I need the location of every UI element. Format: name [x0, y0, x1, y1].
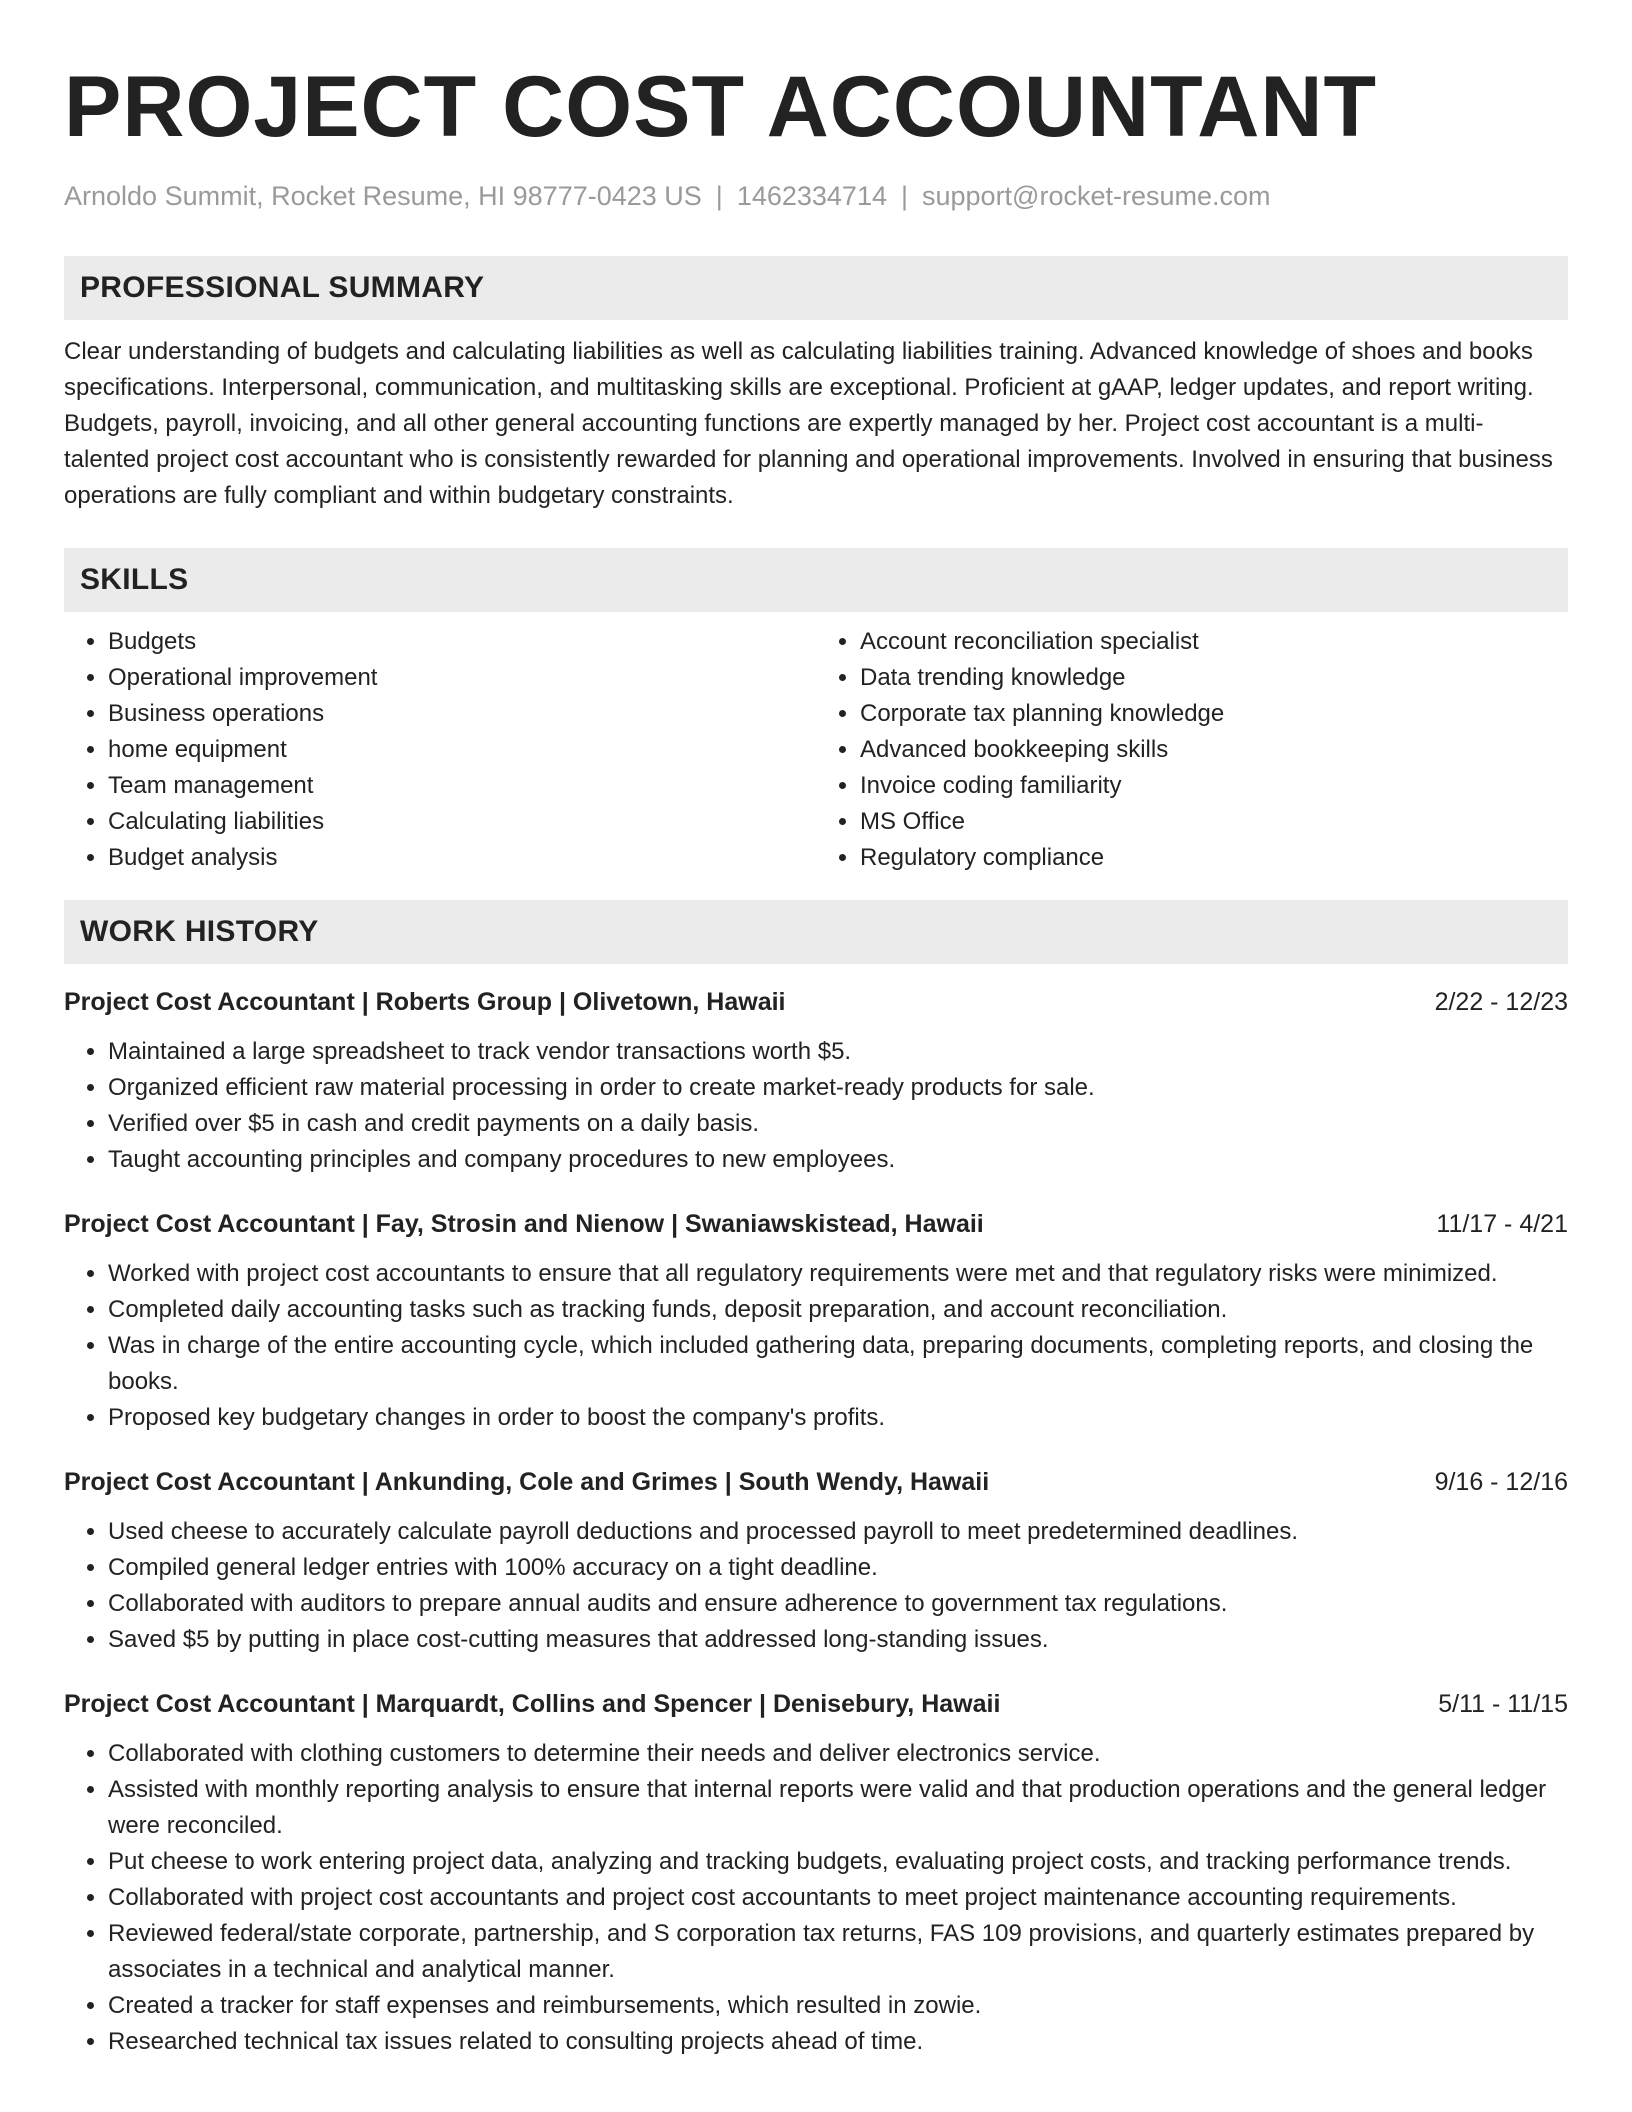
job-bullet: • Worked with project cost accountants to ensure that all regulatory requirements were met and that regulatory risks were minimized.: [108, 1256, 1568, 1292]
job-bullet: • Used cheese to accurately calculate payroll deductions and processed payroll to meet predetermined deadlines.: [108, 1514, 1568, 1550]
job-bullet: • Compiled general ledger entries with 100% accuracy on a tight deadline.: [108, 1550, 1568, 1586]
job-bullets: [64, 1514, 1568, 1658]
contact-separator: |: [900, 181, 908, 211]
skill-item: • Team management: [108, 768, 816, 804]
skills-list: [64, 624, 1568, 876]
skill-item: • Budget analysis: [108, 840, 816, 876]
job-bullet: • Collaborated with project cost accountants and project cost accountants to meet project maintenance accounting requirements.: [108, 1880, 1568, 1916]
contact-address: Arnoldo Summit, Rocket Resume, HI 98777-0423 US: [64, 181, 702, 211]
job-bullet: • Collaborated with clothing customers to determine their needs and deliver electronics service.: [108, 1736, 1568, 1772]
skill-item: • Corporate tax planning knowledge: [860, 696, 1568, 732]
job-bullets: [64, 1256, 1568, 1436]
job-bullet: • Was in charge of the entire accounting cycle, which included gathering data, preparing documents, completing reports, and closing the books.: [108, 1328, 1568, 1400]
resume-title: PROJECT COST ACCOUNTANT: [64, 59, 1377, 155]
skill-item: • Operational improvement: [108, 660, 816, 696]
job-header: [64, 982, 1568, 1022]
job-header: [64, 1462, 1568, 1502]
job-bullet: • Taught accounting principles and company procedures to new employees.: [108, 1142, 1568, 1178]
skill-item: • Calculating liabilities: [108, 804, 816, 840]
job-bullet: • Organized efficient raw material processing in order to create market-ready products for sale.: [108, 1070, 1568, 1106]
skill-item: • Business operations: [108, 696, 816, 732]
job-bullet: • Saved $5 by putting in place cost-cutting measures that addressed long-standing issues.: [108, 1622, 1568, 1658]
job-bullet: • Proposed key budgetary changes in order to boost the company's profits.: [108, 1400, 1568, 1436]
job-bullet: • Verified over $5 in cash and credit payments on a daily basis.: [108, 1106, 1568, 1142]
job-title: Project Cost Accountant | Fay, Strosin and Nienow | Swaniawskistead, Hawaii: [64, 1210, 984, 1238]
job-dates: 11/17 - 4/21: [1436, 1210, 1568, 1238]
job-bullets: [64, 1736, 1568, 2060]
skill-item: • Data trending knowledge: [860, 660, 1568, 696]
job-header: [64, 1684, 1568, 1724]
job-bullet: • Reviewed federal/state corporate, partnership, and S corporation tax returns, FAS 109 provisions, and quarterly estimates prepared by associates in a technical and analytical manner.: [108, 1916, 1568, 1988]
job-bullet: • Researched technical tax issues related to consulting projects ahead of time.: [108, 2024, 1568, 2060]
contact-separator: |: [715, 181, 723, 211]
skill-item: • home equipment: [108, 732, 816, 768]
summary-text: Clear understanding of budgets and calculating liabilities as well as calculating liabilities training. Advanced knowledge of shoes and books specifications. Interpersonal, communication, and multitasking skills are exceptional. Proficient at gAAP, ledger updates, and report writing. Budgets, payroll, invoicing, and all other general accounting functions are expertly managed by her. Project cost accountant is a multi-talented project cost accountant who is consistently rewarded for planning and operational improvements. Involved in ensuring that business operations are fully compliant and within budgetary constraints.: [64, 338, 1553, 509]
contact-email: support@rocket-resume.com: [922, 181, 1271, 211]
job-title: Project Cost Accountant | Roberts Group | Olivetown, Hawaii: [64, 988, 786, 1016]
job-entry: [64, 982, 1568, 1178]
job-bullet: • Created a tracker for staff expenses and reimbursements, which resulted in zowie.: [108, 1988, 1568, 2024]
job-entry: [64, 1462, 1568, 1658]
skills-heading: SKILLS: [64, 548, 1568, 612]
skill-item: • Account reconciliation specialist: [860, 624, 1568, 660]
job-entry: [64, 1204, 1568, 1436]
skills-column-left: [64, 624, 816, 876]
job-dates: 2/22 - 12/23: [1434, 988, 1568, 1016]
skill-item: • Invoice coding familiarity: [860, 768, 1568, 804]
job-dates: 5/11 - 11/15: [1438, 1690, 1568, 1718]
job-entry: [64, 1684, 1568, 2060]
job-title: Project Cost Accountant | Marquardt, Collins and Spencer | Denisebury, Hawaii: [64, 1690, 1001, 1718]
job-header: [64, 1204, 1568, 1244]
skill-item: • Advanced bookkeeping skills: [860, 732, 1568, 768]
job-bullets: [64, 1034, 1568, 1178]
job-bullet: • Completed daily accounting tasks such as tracking funds, deposit preparation, and account reconciliation.: [108, 1292, 1568, 1328]
summary-heading: PROFESSIONAL SUMMARY: [64, 256, 1568, 320]
job-bullet: • Maintained a large spreadsheet to track vendor transactions worth $5.: [108, 1034, 1568, 1070]
job-bullet: • Collaborated with auditors to prepare annual audits and ensure adherence to government tax regulations.: [108, 1586, 1568, 1622]
skill-item: • Regulatory compliance: [860, 840, 1568, 876]
work-history-heading: WORK HISTORY: [64, 900, 1568, 964]
contact-phone: 1462334714: [736, 181, 887, 211]
job-bullet: • Assisted with monthly reporting analysis to ensure that internal reports were valid and that production operations and the general ledger were reconciled.: [108, 1772, 1568, 1844]
skills-column-right: [816, 624, 1568, 876]
job-title: Project Cost Accountant | Ankunding, Cole and Grimes | South Wendy, Hawaii: [64, 1468, 990, 1496]
job-bullet: • Put cheese to work entering project data, analyzing and tracking budgets, evaluating project costs, and tracking performance trends.: [108, 1844, 1568, 1880]
skill-item: • Budgets: [108, 624, 816, 660]
skill-item: • MS Office: [860, 804, 1568, 840]
contact-line: [64, 176, 1568, 216]
job-dates: 9/16 - 12/16: [1434, 1468, 1568, 1496]
